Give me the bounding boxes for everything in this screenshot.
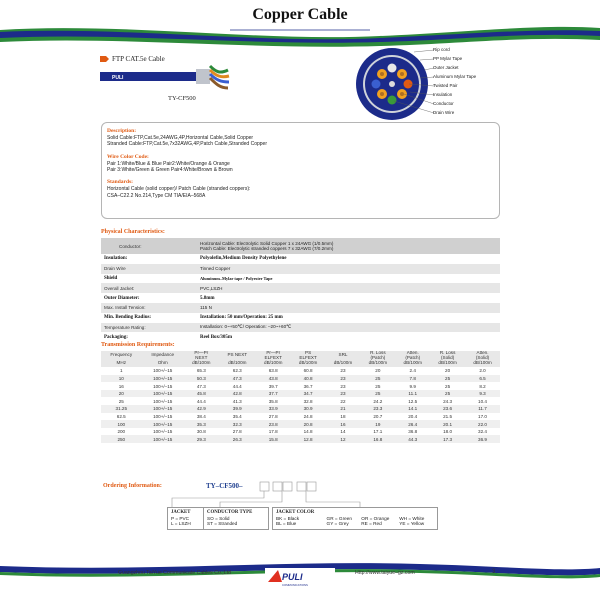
table-cell: 44.3 [395, 435, 430, 443]
table-row [101, 435, 500, 443]
table-cell: 17.8 [268, 429, 278, 435]
table-cell: 20 [101, 390, 142, 398]
table-cell: 25 [430, 390, 465, 398]
table-cell: 40.8 [291, 375, 326, 383]
conductor-option: SO = Solid [207, 515, 230, 521]
table-cell: 26.3 [219, 435, 256, 443]
table-cell: 100+/–15 [142, 390, 184, 398]
table-row [101, 264, 500, 274]
col-header: Pr—Pr NEXT [184, 351, 219, 361]
table-row [101, 375, 500, 383]
physical-table [101, 238, 500, 342]
col-header: Frequency [101, 351, 142, 361]
table-cell: 12.8 [291, 435, 326, 443]
table-cell: 24.3 [443, 398, 453, 404]
wire-color-line: Pair 1:White/Blue & Blue Pair2:White/Orange & Orange [107, 160, 230, 167]
table-cell: 39.9 [219, 405, 256, 413]
table-cell: 2.0 [479, 368, 486, 374]
legend-conductor: Conductor [433, 101, 454, 106]
row-label: Shield [104, 275, 118, 281]
footer-logo-sub: COMMUNICATIONS [282, 583, 308, 587]
table-cell: 100+/–15 [153, 413, 173, 419]
table-cell: 100+/–15 [153, 368, 173, 374]
table-cell: 21 [326, 405, 361, 413]
table-row [101, 367, 500, 375]
table-cell: 27.8 [268, 413, 278, 419]
table-row [101, 303, 500, 313]
wire-color-heading: Wire Color Code: [107, 153, 149, 160]
table-cell: 63.8 [268, 368, 278, 374]
table-cell: 50.3 [184, 375, 219, 383]
table-cell: 100+/–15 [153, 429, 173, 435]
table-cell: 36.9 [465, 435, 500, 443]
standards-line: CSA–C22.2 No.214,Type CM TIA/EIA–568A [107, 192, 206, 199]
table-cell: 25 [445, 383, 451, 389]
col-header: R. Loss (Patch) [360, 351, 395, 361]
legend-twisted-pair: Twisted Pair [433, 83, 458, 88]
table-row [101, 413, 500, 421]
row-label: Insulation: [104, 256, 128, 262]
table-cell: 31.25 [101, 405, 142, 413]
table-cell: 33.9 [256, 405, 291, 413]
row-value: PVC,LSZH [197, 283, 500, 293]
table-row [101, 390, 500, 398]
conductor-box [203, 507, 269, 530]
table-row [101, 405, 500, 413]
table-cell: 200 [117, 429, 126, 435]
foil-shield [196, 69, 210, 84]
row-value: 5.8mm [200, 295, 215, 301]
table-cell: 36.7 [303, 383, 313, 389]
table-cell: 18.0 [443, 429, 453, 435]
unit-cell: dB/100m [326, 361, 361, 368]
col-header: PS NEXT [219, 351, 256, 361]
table-cell: 25 [118, 398, 124, 404]
unit-cell: dB/100m [360, 361, 395, 368]
transmission-body [101, 367, 500, 443]
page-title: Copper Cable [252, 6, 348, 23]
table-cell: 16.8 [360, 435, 395, 443]
table-row [101, 293, 500, 303]
row-label: Min. Bending Radius: [104, 315, 152, 321]
table-cell: 23 [326, 390, 361, 398]
legend-rip-cord: Rip cord [433, 47, 450, 52]
description-line: Solid Cable:FTP,Cat.5e,24AWG,4P,Horizontal Cable,Solid Copper [107, 135, 254, 142]
standards-heading: Standards: [107, 179, 133, 186]
table-cell: 100+/–15 [153, 383, 173, 389]
table-cell: 25 [360, 375, 395, 383]
row-label: Conductor: [101, 238, 197, 254]
table-cell: 27.8 [232, 429, 242, 435]
cross-section-diagram [354, 46, 436, 122]
physical-heading: Physical Characteristics: [101, 229, 165, 235]
table-cell: 38.4 [196, 413, 206, 419]
col-header: Atten. (Patch) [395, 351, 430, 361]
table-cell: 23.6 [430, 405, 465, 413]
table-cell: 60.8 [303, 368, 313, 374]
table-cell: 23.3 [360, 405, 395, 413]
table-cell: 62.5 [116, 413, 126, 419]
table-cell: 17.1 [373, 429, 383, 435]
table-cell: 2.4 [409, 368, 416, 374]
table-cell: 42.8 [219, 390, 256, 398]
table-cell: 16 [326, 420, 361, 428]
table-cell: 15.8 [256, 435, 291, 443]
table-cell: 11.1 [395, 390, 430, 398]
table-cell: 65.3 [196, 368, 206, 374]
table-cell: 20.8 [291, 420, 326, 428]
table-cell: 250 [101, 435, 142, 443]
header-row [101, 351, 500, 361]
table-cell: 47.3 [196, 383, 206, 389]
wire-color-line: Pair 3:White/Green & Green Pair4:White/Brown & Brown [107, 167, 233, 174]
row-value: Installation: 0~+50℃/ Operation: –20~+60℃ [197, 323, 500, 333]
table-row [101, 238, 500, 254]
table-cell: 16 [118, 383, 124, 389]
legend-drain-wire: Drain Wire [433, 110, 455, 115]
table-cell: 19 [360, 420, 395, 428]
col-header: Impedance [142, 351, 184, 361]
table-row [101, 428, 500, 436]
table-cell: 39.7 [268, 383, 278, 389]
table-cell: 21.5 [443, 413, 453, 419]
description-box [101, 122, 500, 219]
jacket-option: L = LSZH [171, 521, 191, 527]
table-cell: 100 [101, 420, 142, 428]
table-cell: 23.8 [256, 420, 291, 428]
col-header: Pr—Pr ELFEXT [256, 351, 291, 361]
order-code-slots [160, 478, 420, 510]
table-cell: 35.3 [184, 420, 219, 428]
color-title: JACKET COLOR [276, 510, 315, 515]
row-label: Outer Diameter: [104, 295, 140, 301]
table-cell: 35.4 [232, 413, 242, 419]
table-cell: 23 [340, 368, 346, 374]
units-row [101, 361, 500, 368]
unit-cell: Ohm [142, 361, 184, 368]
unit-cell: dB/100m [430, 361, 465, 368]
table-cell: 9.3 [465, 390, 500, 398]
unit-cell: dB/100m [465, 361, 500, 368]
table-cell: 100+/–15 [142, 375, 184, 383]
table-cell: 20.7 [373, 413, 383, 419]
table-cell: 34.7 [291, 390, 326, 398]
table-cell: 7.8 [395, 375, 430, 383]
legend-outer-jacket: Outer Jacket [433, 65, 459, 70]
table-cell: 20.1 [430, 420, 465, 428]
table-cell: 20.4 [408, 413, 418, 419]
table-cell: 37.7 [256, 390, 291, 398]
col-header: Atten. (Solid) [465, 351, 500, 361]
table-row [101, 397, 500, 405]
table-cell: 10.4 [478, 398, 487, 404]
row-label: Packaging: [104, 334, 128, 340]
standards-line: Horizontal Cable (solid copper)/ Patch Cable (stranded coppers): [107, 186, 251, 193]
unit-cell: dB/100m [219, 361, 256, 368]
row-value: Aluminum–Mylar tape / Polyester Tape [200, 275, 273, 281]
row-label: Temperature Rating: [101, 323, 197, 333]
arrow-icon [100, 56, 109, 62]
table-cell: 30.8 [196, 429, 206, 435]
row-value: Installation: 50 mm/Operation: 25 mm [200, 315, 283, 321]
table-row [101, 254, 500, 264]
footer-company: Guangzhou TaiYue Communicate Cables Co.,Ltd [118, 570, 231, 576]
table-cell: 32.8 [303, 398, 313, 404]
table-cell: 24.8 [303, 413, 313, 419]
row-value: Reel Box/305m [200, 334, 233, 340]
table-cell: 22 [340, 398, 346, 404]
table-cell: 10 [101, 375, 142, 383]
table-cell: 17.3 [430, 435, 465, 443]
jacket-color-box: JACKET COLOR BK = Black BL = Blue GR = Green GY = Grey OR = Orange RE = Red WH = White YE = Yellow [272, 507, 438, 530]
row-value: Tinned Copper [197, 264, 500, 274]
unit-cell: dB/100m [256, 361, 291, 368]
product-label: FTP CAT.5e Cable [112, 55, 165, 63]
table-cell: 14.8 [303, 429, 313, 435]
unit-cell: dB/100m [184, 361, 219, 368]
table-cell: 100+/–15 [142, 405, 184, 413]
unit-cell: dB/100m [291, 361, 326, 368]
table-cell: 36.8 [408, 429, 418, 435]
table-cell: 11.7 [465, 405, 500, 413]
page-number: 3 [492, 569, 496, 575]
row-value: 115 N [197, 303, 500, 313]
table-cell: 9.9 [409, 383, 416, 389]
unit-cell: dB/100m [395, 361, 430, 368]
table-cell: 8.2 [479, 383, 486, 389]
table-cell: 23 [340, 383, 346, 389]
footer-logo: PULI [282, 572, 303, 582]
row-label: Overall Jacket: [101, 283, 197, 293]
table-cell: 30.9 [291, 405, 326, 413]
table-cell: 22.0 [465, 420, 500, 428]
table-row [101, 332, 500, 342]
table-cell: 26.4 [395, 420, 430, 428]
legend-insulation: Insulation [433, 92, 453, 97]
footer-banner [0, 560, 600, 600]
table-cell: 6.5 [465, 375, 500, 383]
ordering-heading: Ordering Information: [103, 483, 162, 489]
table-row [101, 283, 500, 293]
table-row [101, 382, 500, 390]
col-header: R. Loss (Solid) [430, 351, 465, 361]
table-cell: 29.3 [184, 435, 219, 443]
col-header: PS ELFEXT [291, 351, 326, 361]
model-label: TY-CF500 [168, 95, 196, 102]
col-header: SRL [326, 351, 361, 361]
description-line: Stranded Cable:FTP,Cat.5e,7x32AWG,4P,Patch Cable,Stranded Copper [107, 141, 268, 148]
jacket-option: P = PVC [171, 515, 190, 521]
table-cell: 12.5 [408, 398, 418, 404]
table-cell: 12 [326, 435, 361, 443]
row-value: Horizontal Cable: Electrolytic Solid Copper 1 x 24AWG (1/0.5mm) [200, 240, 334, 246]
conductor-option: ST = Stranded [207, 521, 238, 527]
table-row [101, 420, 500, 428]
transmission-heading: Transmission Requirements: [101, 342, 175, 348]
table-row [101, 313, 500, 323]
table-cell: 100+/–15 [153, 398, 173, 404]
table-cell: 14.1 [395, 405, 430, 413]
table-cell: 25 [375, 383, 381, 389]
legend-pp-mylar: PP Mylar Tape [433, 56, 463, 61]
table-cell: 18 [340, 413, 346, 419]
jacket-print: PULI [112, 75, 124, 81]
table-cell: 17.0 [478, 413, 487, 419]
table-cell: 20 [445, 368, 451, 374]
transmission-table [101, 351, 500, 443]
table-cell: 100+/–15 [142, 420, 184, 428]
jacket-title: JACKET [171, 510, 191, 515]
table-cell: 45.8 [184, 390, 219, 398]
table-cell: 25 [360, 390, 395, 398]
table-cell: 47.3 [219, 375, 256, 383]
table-cell: 62.3 [232, 368, 242, 374]
table-cell: 1 [120, 368, 123, 374]
row-value: Patch Cable: Electrolytic stranded coppers 7 x 32AWG (7/0.2mm) [200, 246, 334, 251]
table-cell: 32.3 [219, 420, 256, 428]
table-cell: 42.9 [184, 405, 219, 413]
description-heading: Description: [107, 128, 137, 134]
row-label: Max. Install Tension: [101, 303, 197, 313]
table-cell: 14 [340, 429, 346, 435]
table-cell: 41.3 [232, 398, 242, 404]
table-cell: 24.2 [373, 398, 383, 404]
unit-cell: MHz [101, 361, 142, 368]
table-cell: 44.4 [232, 383, 242, 389]
table-cell: 35.8 [268, 398, 278, 404]
table-cell: 100+/–15 [142, 435, 184, 443]
table-row [101, 274, 500, 284]
table-cell: 32.4 [478, 429, 487, 435]
row-label: Drain Wire [101, 264, 197, 274]
footer-url[interactable]: Http://www.taiyue–gz.com [355, 570, 415, 576]
row-value: Polyolefin,Medium Density Polyethylene [200, 256, 287, 262]
legend-aluminum-mylar: Aluminum Mylar Tape [433, 74, 477, 79]
table-cell: 43.8 [256, 375, 291, 383]
table-cell: 44.4 [196, 398, 206, 404]
conductor-title: CONDUCTOR TYPE [207, 510, 253, 515]
order-code: TY–CF500– [206, 482, 243, 490]
table-cell: 25 [430, 375, 465, 383]
table-row [101, 323, 500, 333]
table-cell: 20 [375, 368, 381, 374]
table-cell: 23 [326, 375, 361, 383]
